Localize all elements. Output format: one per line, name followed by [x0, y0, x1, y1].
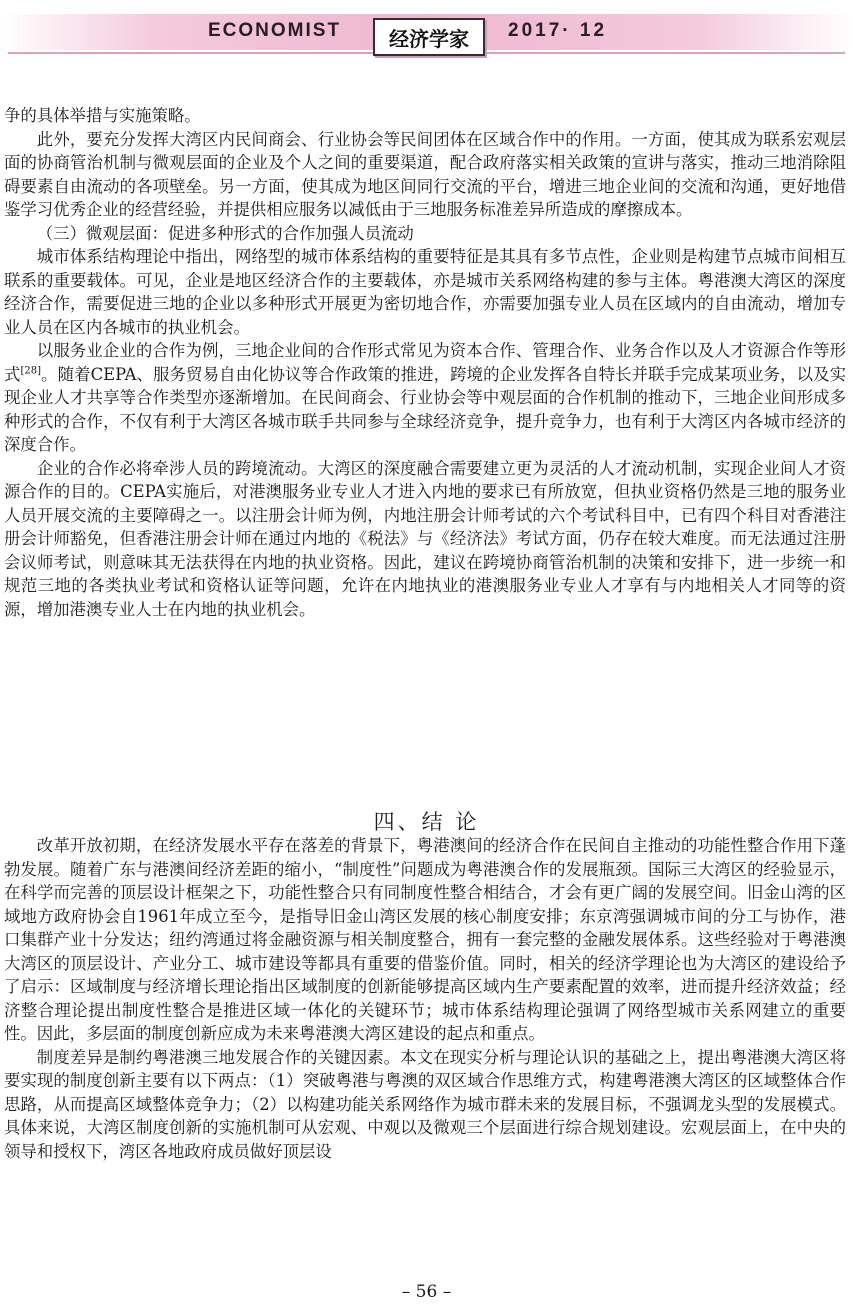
paragraph-continued: 争的具体举措与实施策略。: [4, 106, 201, 125]
page-number: – 56 –: [401, 1282, 452, 1302]
issue-date: 2017· 12: [508, 20, 608, 41]
paragraph: 此外，要充分发挥大湾区内民间商会、行业协会等民间团体在区域合作中的作用。一方面，使其成为联系宏观层面的协商管治机制与微观层面的企业及个人之间的重要渠道，配合政府落实相关政策的宣讲与落实，推动三地消除阻碍要素自由流动的各项壁垒。另一方面，使其成为地区间同行交流的平台，增进三地企业间的交流和沟通，更好地借鉴学习优秀企业的经营经验，并提供相应服务以减低由于三地服务标准差异所造成的摩擦成本。: [4, 129, 846, 219]
paragraph: 改革开放初期，在经济发展水平存在落差的背景下，粤港澳间的经济合作在民间自主推动的功能性整合作用下蓬勃发展。随着广东与港澳间经济差距的缩小，“制度性”问题成为粤港澳合作的发展瓶颈。国际三大湾区的经验显示，在科学而完善的顶层设计框架之下，功能性整合只有同制度性整合相结合，才会有更广阔的发展空间。旧金山湾的区域地方政府协会自1961年成立至今，是指导旧金山湾区发展的核心制度安排；东京湾强调城市间的分工与协作，港口集群产业十分发达；纽约湾通过将金融资源与相关制度整合，拥有一套完整的金融发展体系。这些经验对于粤港澳大湾区的顶层设计、产业分工、城市建设等都具有重要的借鉴价值。同时，相关的经济学理论也为大湾区的建设给予了启示：区域制度与经济增长理论指出区域制度的创新能够提高区域内生产要素配置的效率，进而提升经济效益；经济整合理论提出制度性整合是推进区域一体化的关键环节；城市体系结构理论强调了网络型城市关系网建立的重要性。因此，多层面的制度创新应成为未来粤港澳大湾区建设的起点和重点。: [4, 836, 846, 1043]
running-header: [0, 14, 853, 52]
journal-name-english: ECONOMIST: [208, 20, 342, 41]
section-heading: 四、结 论: [373, 810, 480, 834]
citation-ref: [28]: [20, 365, 42, 377]
journal-masthead: 经济学家: [373, 18, 485, 56]
paragraph-text: 。随着CEPA、服务贸易自由化协议等合作政策的推进，跨境的企业发挥各自特长并联手完成某项业务，以及实现企业人才共享等合作类型亦逐渐增加。在民间商会、行业协会等中观层面的合作机制的推动下，三地企业间形成多种形式的合作，不仅有利于大湾区各城市联手共同参与全球经济竞争，提升竞争力，也有利于大湾区内各城市经济的深度合作。: [4, 364, 846, 454]
article-body: [4, 104, 846, 621]
subsection-heading: （三）微观层面：促进多种形式的合作加强人员流动: [36, 223, 414, 243]
conclusion-body: [4, 834, 846, 1163]
paragraph: 企业的合作必将牵涉人员的跨境流动。大湾区的深度融合需要建立更为灵活的人才流动机制，实现企业间人才资源合作的目的。CEPA实施后，对港澳服务业专业人才进入内地的要求已有所放宽，但执业资格仍然是三地的服务业人员开展交流的主要障碍之一。以注册会计师为例，内地注册会计师考试的六个考试科目中，已有四个科目对香港注册会计师豁免，但香港注册会计师在通过内地的《税法》与《经济法》考试方面，仍存在较大难度。而无法通过注册会议师考试，则意味其无法获得在内地的执业资格。因此，建议在跨境协商管治机制的决策和安排下，进一步统一和规范三地的各类执业考试和资格认证等问题，允许在内地执业的港澳服务业专业人才享有与内地相关人才同等的资源，增加港澳专业人士在内地的执业机会。: [4, 458, 846, 619]
paragraph: 城市体系结构理论中指出，网络型的城市体系结构的重要特征是其具有多节点性，企业则是构建节点城市间相互联系的重要载体。可见，企业是地区经济合作的主要载体，亦是城市关系网络构建的参与主体。粤港澳大湾区的深度经济合作，需要促进三地的企业以多种形式开展更为密切地合作，亦需要加强专业人员在区域内的自由流动，增加专业人员在区内各城市的执业机会。: [4, 247, 846, 337]
paragraph: [4, 339, 846, 457]
paragraph: 制度差异是制约粤港澳三地发展合作的关键因素。本文在现实分析与理论认识的基础之上，提出粤港澳大湾区将要实现的制度创新主要有以下两点：（1）突破粤港与粤澳的双区域合作思维方式，构建粤港澳大湾区的区域整体合作思路，从而提高区域整体竞争力；（2）以构建功能关系网络作为城市群未来的发展目标，不强调龙头型的发展模式。具体来说，大湾区制度创新的实施机制可从宏观、中观以及微观三个层面进行综合规划建设。宏观层面上，在中央的领导和授权下，湾区各地政府成员做好顶层设: [4, 1047, 846, 1161]
paragraph-text: 以服务业企业的合作为例，三地企业间的合作形式常见为资本合作、管理合作、业务合作以及人才资源合作等形式: [4, 341, 846, 384]
